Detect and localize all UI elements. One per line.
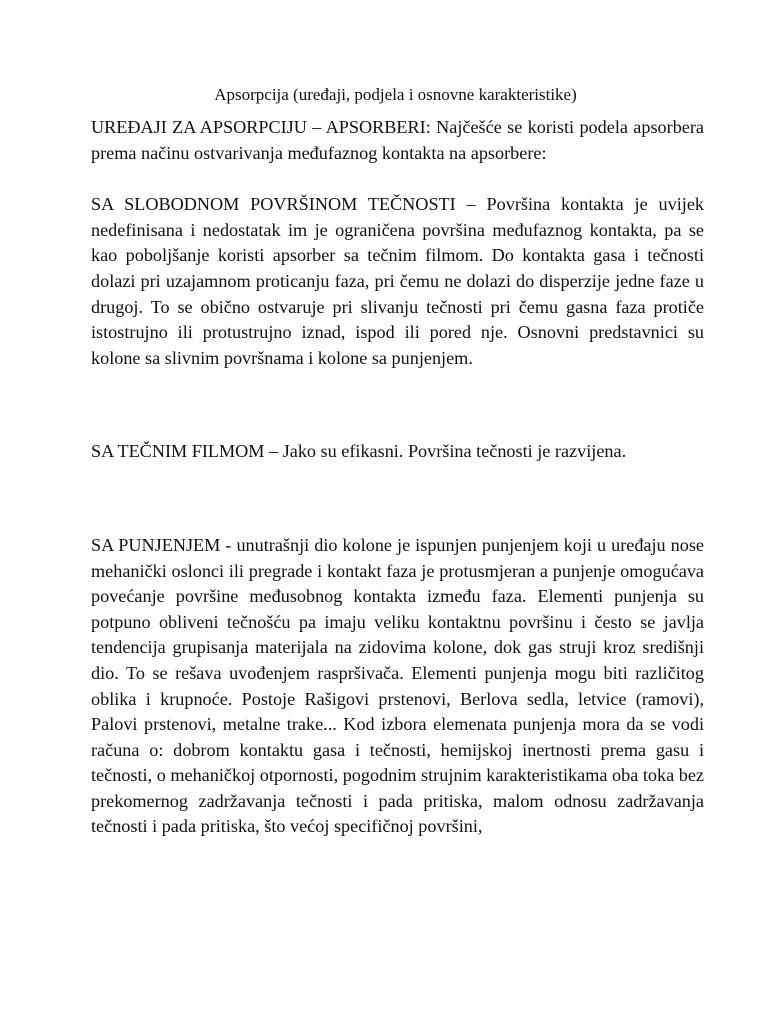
- paragraph-spacer: [91, 465, 704, 533]
- paragraph-spacer: [91, 371, 704, 439]
- paragraph-absorbers-intro: UREĐAJI ZA APSORPCIJU – APSORBERI: Najčešće se koristi podela apsorbera prema načinu ostvarivanja međufaznog kontakta na apsorbere:: [91, 117, 704, 163]
- paragraph-free-surface: SA SLOBODNOM POVRŠINOM TEČNOSTI – Površina kontakta je uvijek nedefinisana i nedostatak im je ograničena površina međufaznog kontakta, pa se kao poboljšanje koristi apsorber sa tečnim filmom. Do kontakta gasa i tečnosti dolazi pri uzajamnom proticanju faza, pri čemu ne dolazi do disperzije jedne faze u drugoj. To se obično ostvaruje pri slivanju tečnosti pri čemu gasna faza protiče istostrujno ili protustrujno iznad, ispod ili pored nje. Osnovni predstavnici su kolone sa slivnim površnama i kolone sa punjenjem.: [91, 194, 704, 368]
- paragraph-packing: SA PUNJENJEM - unutrašnji dio kolone je ispunjen punjenjem koji u uređaju nose mehanički oslonci ili pregrade i kontakt faza je protusmjeran a punjenje omogućava povećanje površine međusobnog kontakta između faza. Elementi punjenja su potpuno obliveni tečnošću pa imaju veliku kontaktnu površinu i često se javlja tendencija grupisanja materijala na zidovima kolone, dok gas struji kroz središnji dio. To se rešava uvođenjem raspršivača. Elementi punjenja mogu biti različitog oblika i krupnoće. Postoje Rašigovi prstenovi, Berlova sedla, letvice (ramovi), Palovi prstenovi, metalne trake... Kod izbora elemenata punjenja mora da se vodi računa o: dobrom kontaktu gasa i tečnosti, hemijskoj inertnosti prema gasu i tečnosti, o mehaničkoj otpornosti, pogodnim strujnim karakteristikama oba toka bez prekomernog zadržavanja tečnosti i pada pritiska, malom odnosu zadržavanja tečnosti i pada pritiska, što većoj specifičnoj površini,: [91, 534, 704, 837]
- paragraph-liquid-film: SA TEČNIM FILMOM – Jako su efikasni. Površina tečnosti je razvijena.: [91, 441, 627, 462]
- paragraph-spacer: [91, 166, 704, 192]
- document-title: Apsorpcija (uređaji, podjela i osnovne karakteristike): [214, 85, 577, 104]
